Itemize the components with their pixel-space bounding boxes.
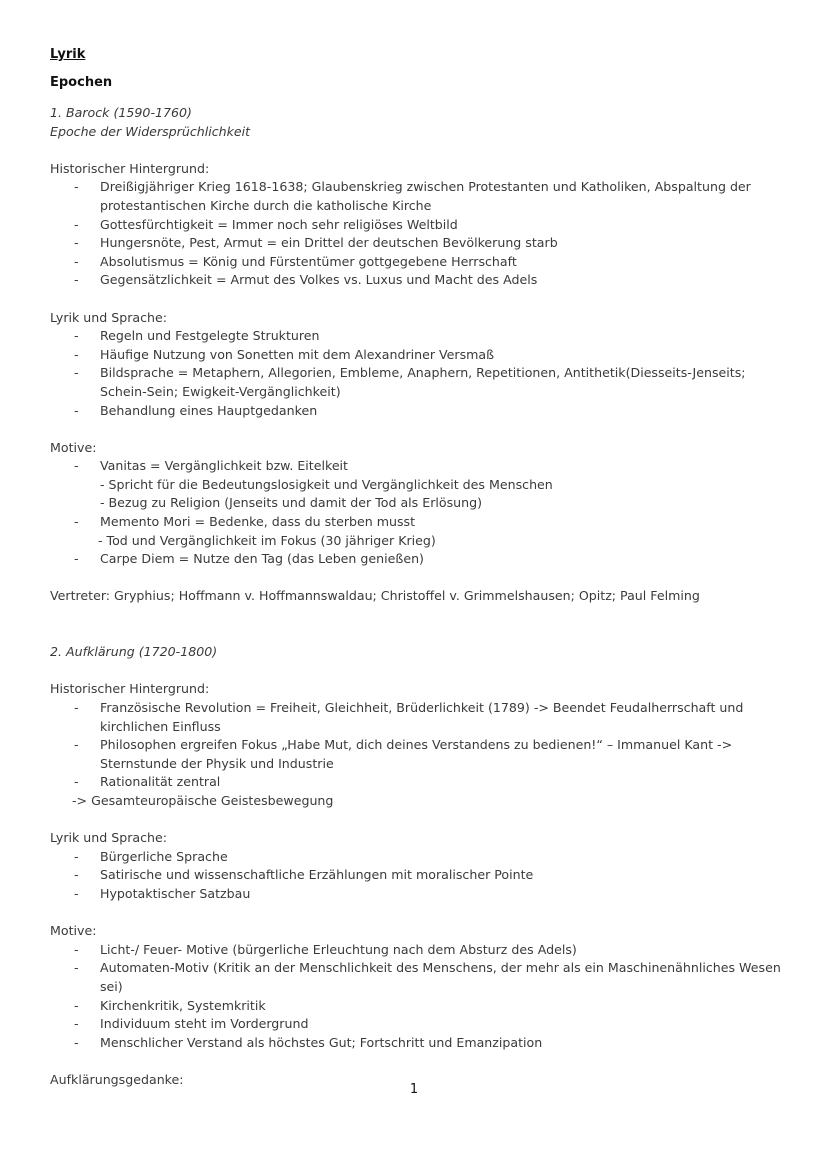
aufklaerung-motive-label: Motive: — [50, 923, 97, 939]
list-item: - Französische Revolution = Freiheit, Gleichheit, Brüderlichkeit (1789) -> Beendet Feudalherrschaft und kirchlichen Einfluss — [50, 699, 790, 736]
section-barock — [50, 104, 790, 606]
list-item: - Carpe Diem = Nutze den Tag (das Leben genießen) — [50, 550, 790, 569]
list-item: - Hypotaktischer Satzbau — [50, 885, 790, 904]
aufklaerung-heading: 2. Aufklärung (1720-1800) — [50, 644, 218, 660]
motive-subpoint: - Tod und Vergänglichkeit im Fokus (30 jähriger Krieg) — [98, 532, 436, 548]
document-body — [50, 46, 790, 1089]
list-item: - Automaten-Motiv (Kritik an der Menschlichkeit des Menschens, der mehr als ein Maschinenähnliches Wesen sei) — [50, 959, 790, 996]
barock-subheading: Epoche der Widersprüchlichkeit — [50, 123, 251, 139]
aufklaerung-gedanke-label: Aufklärungsgedanke: — [50, 1071, 184, 1087]
list-item: - Menschlicher Verstand als höchstes Gut; Fortschritt und Emanzipation — [50, 1034, 790, 1053]
barock-heading: 1. Barock (1590-1760) — [50, 105, 192, 120]
list-item: - Hungersnöte, Pest, Armut = ein Drittel der deutschen Bevölkerung starb — [50, 234, 790, 253]
section-aufklaerung — [50, 643, 790, 1089]
list-item: - Kirchenkritik, Systemkritik — [50, 997, 790, 1016]
barock-lyrik-list — [50, 327, 790, 420]
aufklaerung-hist-conclusion: -> Gesamteuropäische Geistesbewegung — [72, 792, 334, 808]
motive-subpoint: - Spricht für die Bedeutungslosigkeit und Vergänglichkeit des Menschen — [100, 476, 553, 492]
aufklaerung-hist-label: Historischer Hintergrund: — [50, 681, 210, 697]
barock-hist-list — [50, 178, 790, 290]
list-item: - Gottesfürchtigkeit = Immer noch sehr religiöses Weltbild — [50, 216, 790, 235]
document-subtitle: Epochen — [50, 75, 113, 90]
barock-hist-label: Historischer Hintergrund: — [50, 160, 210, 176]
list-item: - Philosophen ergreifen Fokus „Habe Mut, dich deines Verstandens zu bedienen!“ – Immanuel Kant -> Sternstunde der Physik und Industrie — [50, 736, 790, 773]
list-item: - Vanitas = Vergänglichkeit bzw. Eitelkeit — [50, 457, 790, 476]
aufklaerung-motive-list — [50, 941, 790, 1053]
barock-motive-list-2 — [50, 513, 790, 532]
aufklaerung-lyrik-list — [50, 848, 790, 904]
aufklaerung-lyrik-label: Lyrik und Sprache: — [50, 830, 168, 846]
list-item: - Memento Mori = Bedenke, dass du sterben musst — [50, 513, 790, 532]
barock-motive-list — [50, 457, 790, 476]
list-item: - Satirische und wissenschaftliche Erzählungen mit moralischer Pointe — [50, 866, 790, 885]
list-item: - Bürgerliche Sprache — [50, 848, 790, 867]
list-item: - Licht-/ Feuer- Motive (bürgerliche Erleuchtung nach dem Absturz des Adels) — [50, 941, 790, 960]
list-item: - Regeln und Festgelegte Strukturen — [50, 327, 790, 346]
list-item: - Absolutismus = König und Fürstentümer gottgegebene Herrschaft — [50, 253, 790, 272]
barock-lyrik-label: Lyrik und Sprache: — [50, 309, 168, 325]
page-number: 1 — [409, 1082, 419, 1097]
list-item: - Gegensätzlichkeit = Armut des Volkes vs. Luxus und Macht des Adels — [50, 271, 790, 290]
barock-motive-list-3 — [50, 550, 790, 569]
aufklaerung-hist-list — [50, 699, 790, 792]
motive-subpoint: - Bezug zu Religion (Jenseits und damit der Tod als Erlösung) — [100, 495, 483, 511]
list-item: - Behandlung eines Hauptgedanken — [50, 402, 790, 421]
list-item: - Dreißigjähriger Krieg 1618-1638; Glaubenskrieg zwischen Protestanten und Katholiken, Abspaltung der protestantischen Kirche durch die katholische Kirche — [50, 178, 790, 215]
barock-vertreter: Vertreter: Gryphius; Hoffmann v. Hoffmannswaldau; Christoffel v. Grimmelshausen; Opitz; Paul Felming — [50, 588, 700, 604]
document-title: Lyrik — [50, 47, 86, 62]
list-item: - Bildsprache = Metaphern, Allegorien, Embleme, Anaphern, Repetitionen, Antithetik(Diesseits-Jenseits; Schein-Sein; Ewigkeit-Vergänglichkeit) — [50, 364, 790, 401]
barock-motive-label: Motive: — [50, 439, 97, 455]
list-item: - Rationalität zentral — [50, 773, 790, 792]
list-item: - Häufige Nutzung von Sonetten mit dem Alexandriner Versmaß — [50, 346, 790, 365]
list-item: - Individuum steht im Vordergrund — [50, 1015, 790, 1034]
